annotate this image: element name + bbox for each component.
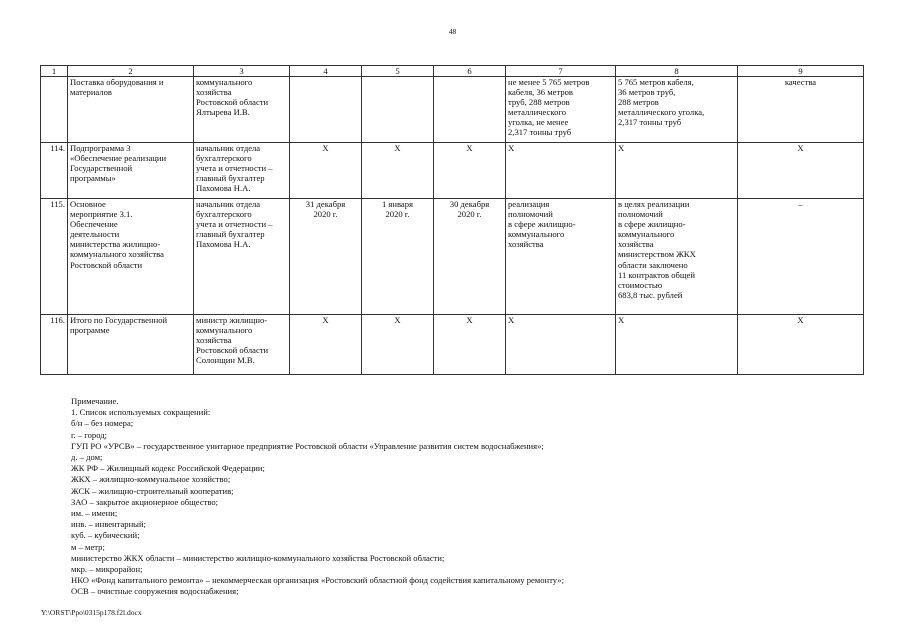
reasons-line: качества: [784, 77, 817, 87]
result-plan-line: реализация: [508, 199, 550, 209]
notes-section: [71, 396, 871, 598]
note-line: ЖК РФ – Жилищный кодекс Российской Федерации;: [71, 463, 265, 474]
notes-title: Примечание.: [71, 396, 119, 406]
result-plan-line: уголка, не менее: [508, 117, 569, 128]
table-header-row: [41, 66, 864, 77]
header-cell: 9: [738, 66, 864, 77]
result-fact-line: 288 метров: [618, 97, 659, 108]
reasons-cell: [738, 315, 864, 375]
event-name-cell: [68, 315, 194, 375]
start-date-line: 2020 г.: [313, 209, 338, 220]
row-number-cell: 116.: [41, 315, 68, 375]
responsible-person-line: Ростовской области: [196, 97, 269, 108]
note-line: б/н – без номера;: [71, 418, 134, 429]
responsible-person-line: Солонщин М.В.: [196, 355, 255, 366]
note-line: м – метр;: [71, 541, 105, 552]
end-date-fact-cell: [434, 77, 506, 143]
event-name-line: Государственной: [70, 163, 133, 174]
responsible-person-line: учета и отчетности –: [196, 219, 273, 230]
start-date-cell: [290, 77, 362, 143]
end-date-fact-cell: [434, 143, 506, 199]
table-row: [41, 143, 864, 199]
header-cell: 7: [506, 66, 616, 77]
row-number-cell: 115.: [41, 199, 68, 315]
row-number-cell: 114.: [41, 143, 68, 199]
event-name-cell: [68, 77, 194, 143]
file-path-footer: Y:\ORST\Ppo\0315p178.f2l.docx: [41, 608, 142, 617]
responsible-person-line: Ростовской области: [196, 345, 269, 356]
table-row: [41, 199, 864, 315]
end-date-plan-line: Х: [394, 315, 401, 325]
note-line: ГУП РО «УРСВ» – государственное унитарное предприятие Ростовской области «Управление развития систем водоснабжения»;: [71, 440, 544, 451]
result-fact-line: 2,317 тонны труб: [618, 117, 682, 128]
result-plan-line: в сфере жилищно-: [508, 219, 576, 230]
result-fact-line: 36 метров труб,: [618, 87, 676, 98]
result-fact-line: министерством ЖКХ: [618, 249, 696, 260]
result-fact-cell: [616, 143, 738, 199]
reasons-cell: [738, 143, 864, 199]
result-fact-line: коммунального: [618, 229, 675, 240]
end-date-fact-line: 30 декабря: [449, 199, 490, 209]
page-number: 48: [448, 27, 457, 36]
result-plan-line: хозяйства: [508, 239, 544, 250]
responsible-person-line: учета и отчетности –: [196, 163, 273, 174]
event-name-line: мероприятие 3.1.: [70, 209, 133, 220]
result-fact-line: хозяйства: [618, 239, 654, 250]
row-number-cell: [41, 77, 68, 143]
event-name-line: Поставка оборудования и: [70, 77, 164, 87]
result-fact-line: 683,8 тыс. рублей: [618, 289, 683, 300]
event-name-line: коммунального хозяйства: [70, 249, 164, 260]
result-fact-line: в сфере жилищно-: [618, 219, 686, 230]
note-line: инв. – инвентарный;: [71, 519, 146, 530]
event-name-line: министерства жилищно-: [70, 239, 161, 250]
end-date-plan-line: Х: [394, 143, 401, 153]
event-name-line: программы»: [70, 173, 116, 184]
end-date-fact-line: 2020 г.: [457, 209, 482, 220]
result-plan-line: полномочий: [508, 209, 553, 220]
result-plan-cell: [506, 143, 616, 199]
event-name-line: Основное: [70, 199, 106, 209]
end-date-fact-cell: [434, 199, 506, 315]
header-cell: 4: [290, 66, 362, 77]
report-table: [40, 65, 864, 375]
event-name-line: «Обеспечение реализации: [70, 153, 167, 164]
event-name-line: программе: [70, 325, 110, 336]
end-date-fact-line: Х: [466, 315, 473, 325]
note-line: НКО «Фонд капитального ремонта» – некоммерческая организация «Ростовский областной фонд содействия капитальному ремонту»;: [71, 575, 564, 586]
result-fact-line: в целях реализации: [618, 199, 690, 209]
note-line: министерство ЖКХ области – министерство жилищно-коммунального хозяйства Ростовской области;: [71, 552, 445, 563]
responsible-person-line: главный бухгалтер: [196, 229, 265, 240]
header-cell: 5: [362, 66, 434, 77]
result-fact-line: полномочий: [618, 209, 663, 220]
header-cell: 1: [41, 66, 68, 77]
note-line: им. – имени;: [71, 508, 118, 519]
responsible-person-line: хозяйства: [196, 87, 232, 98]
end-date-fact-cell: [434, 315, 506, 375]
result-plan-cell: [506, 199, 616, 315]
result-plan-line: кабеля, 36 метров: [508, 87, 573, 98]
responsible-person-line: коммунального: [196, 325, 253, 336]
end-date-plan-cell: [362, 199, 434, 315]
result-plan-cell: [506, 77, 616, 143]
event-name-cell: [68, 199, 194, 315]
end-date-plan-cell: [362, 77, 434, 143]
result-fact-line: стоимостью: [618, 279, 663, 290]
event-name-line: Подпрограмма 3: [70, 143, 131, 153]
note-line: д. – дом;: [71, 452, 103, 463]
responsible-person-line: хозяйства: [196, 335, 232, 346]
start-date-cell: [290, 143, 362, 199]
note-line: ЖКХ – жилищно-коммунальное хозяйство;: [71, 474, 231, 485]
end-date-plan-line: 2020 г.: [385, 209, 410, 220]
end-date-plan-cell: [362, 143, 434, 199]
reasons-line: –: [798, 199, 803, 209]
end-date-plan-cell: [362, 315, 434, 375]
responsible-person-line: бухгалтерского: [196, 153, 252, 164]
result-fact-line: Х: [618, 315, 625, 325]
result-fact-cell: [616, 199, 738, 315]
result-plan-line: труб, 288 метров: [508, 97, 570, 108]
start-date-line: 31 декабря: [305, 199, 346, 209]
responsible-person-line: главный бухгалтер: [196, 173, 265, 184]
responsible-person-cell: [194, 143, 290, 199]
result-fact-line: 5 765 метров кабеля,: [618, 77, 694, 87]
start-date-cell: [290, 315, 362, 375]
end-date-plan-line: 1 января: [381, 199, 413, 209]
end-date-fact-line: Х: [466, 143, 473, 153]
event-name-line: Ростовской области: [70, 259, 143, 270]
result-plan-line: Х: [508, 315, 515, 325]
start-date-line: Х: [322, 315, 329, 325]
table-row: [41, 77, 864, 143]
reasons-cell: [738, 199, 864, 315]
header-cell: 8: [616, 66, 738, 77]
event-name-line: деятельности: [70, 229, 120, 240]
note-line: 1. Список используемых сокращений:: [71, 407, 211, 418]
table-row: [41, 315, 864, 375]
responsible-person-line: Пахомова Н.А.: [196, 239, 251, 250]
reasons-line: Х: [797, 315, 804, 325]
event-name-line: Обеспечение: [70, 219, 118, 230]
responsible-person-line: Пахомова Н.А.: [196, 183, 251, 194]
result-fact-line: металлического уголка,: [618, 107, 705, 118]
event-name-cell: [68, 143, 194, 199]
note-line: ЖСК – жилищно-строительный кооператив;: [71, 485, 234, 496]
result-plan-line: Х: [508, 143, 515, 153]
event-name-line: Итого по Государственной: [70, 315, 168, 325]
responsible-person-line: начальник отдела: [196, 143, 261, 153]
responsible-person-cell: [194, 315, 290, 375]
result-fact-line: области заключено: [618, 259, 688, 270]
result-plan-cell: [506, 315, 616, 375]
start-date-line: Х: [322, 143, 329, 153]
result-fact-cell: [616, 77, 738, 143]
note-line: ОСВ – очистные сооружения водоснабжения;: [71, 586, 239, 597]
event-name-line: материалов: [70, 87, 112, 98]
responsible-person-line: бухгалтерского: [196, 209, 252, 220]
responsible-person-line: министр жилищно-: [196, 315, 268, 325]
header-cell: 6: [434, 66, 506, 77]
header-cell: 2: [68, 66, 194, 77]
reasons-line: Х: [797, 143, 804, 153]
result-plan-line: 2,317 тонны труб: [508, 127, 572, 138]
responsible-person-line: начальник отдела: [196, 199, 261, 209]
note-line: куб. – кубический;: [71, 530, 140, 541]
responsible-person-cell: [194, 77, 290, 143]
start-date-cell: [290, 199, 362, 315]
result-plan-line: не менее 5 765 метров: [508, 77, 590, 87]
result-plan-line: коммунального: [508, 229, 565, 240]
result-plan-line: металлического: [508, 107, 566, 118]
note-line: ЗАО – закрытое акционерное общество;: [71, 496, 219, 507]
header-cell: 3: [194, 66, 290, 77]
result-fact-line: Х: [618, 143, 625, 153]
responsible-person-line: коммунального: [196, 77, 253, 87]
responsible-person-line: Ялтырева И.В.: [196, 107, 250, 118]
note-line: мкр. – микрорайон;: [71, 564, 143, 575]
responsible-person-cell: [194, 199, 290, 315]
reasons-cell: [738, 77, 864, 143]
result-fact-cell: [616, 315, 738, 375]
result-fact-line: 11 контрактов общей: [618, 269, 695, 280]
note-line: г. – город;: [71, 429, 108, 440]
